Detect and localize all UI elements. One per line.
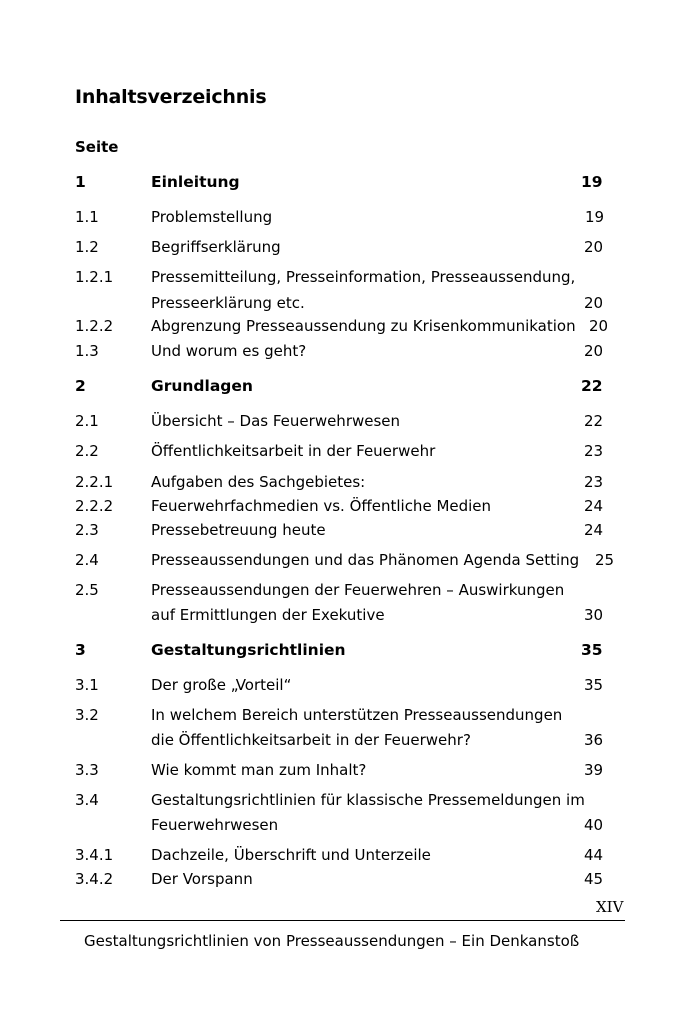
toc-entry-title: In welchem Bereich unterstützen Presseaussendungen: [151, 706, 563, 724]
toc-entry-number: 3.4.1: [75, 846, 114, 864]
toc-entry-page: 22: [581, 377, 603, 395]
toc-entry-page: 20: [584, 294, 604, 312]
toc-entry-title: Problemstellung: [151, 208, 273, 226]
toc-entry-title: Der große „Vorteil“: [151, 676, 292, 694]
toc-entry-title: Dachzeile, Überschrift und Unterzeile: [151, 846, 431, 864]
toc-entry-title: Öffentlichkeitsarbeit in der Feuerwehr: [151, 442, 436, 460]
page-column-label: Seite: [75, 138, 119, 156]
toc-entry-page: 30: [584, 606, 604, 624]
toc-entry-page: 24: [584, 497, 604, 515]
toc-entry-page: 36: [584, 731, 604, 749]
toc-entry-number: 1.2.1: [75, 268, 114, 286]
toc-entry-number: 3.1: [75, 676, 99, 694]
running-footer: Gestaltungsrichtlinien von Presseaussendungen – Ein Denkanstoß: [84, 932, 580, 950]
toc-entry-page: 40: [584, 816, 604, 834]
toc-entry-number: 3: [75, 641, 86, 659]
toc-entry-page: 39: [584, 761, 604, 779]
toc-entry-page: 45: [584, 870, 604, 888]
toc-entry-page: 22: [584, 412, 604, 430]
toc-entry-title: Der Vorspann: [151, 870, 253, 888]
toc-heading: Inhaltsverzeichnis: [75, 86, 267, 108]
toc-entry-title: Einleitung: [151, 173, 240, 191]
toc-entry-page: 25: [595, 551, 615, 569]
toc-entry-title: Grundlagen: [151, 377, 253, 395]
toc-entry-title-continued: die Öffentlichkeitsarbeit in der Feuerwehr?: [151, 731, 471, 749]
toc-entry-number: 3.4: [75, 791, 99, 809]
toc-entry-title: Pressemitteilung, Presseinformation, Presseaussendung,: [151, 268, 576, 286]
toc-entry-title: Und worum es geht?: [151, 342, 307, 360]
toc-entry-title-continued: Feuerwehrwesen: [151, 816, 279, 834]
toc-entry-title: Presseaussendungen und das Phänomen Agenda Setting: [151, 551, 580, 569]
toc-entry-number: 3.4.2: [75, 870, 114, 888]
toc-entry-page: 19: [585, 208, 605, 226]
toc-entry-title: Begriffserklärung: [151, 238, 281, 256]
toc-entry-page: 35: [581, 641, 603, 659]
toc-entry-title: Abgrenzung Presseaussendung zu Krisenkommunikation: [151, 317, 576, 335]
toc-entry-number: 1.2: [75, 238, 99, 256]
toc-entry-title: Aufgaben des Sachgebietes:: [151, 473, 366, 491]
toc-entry-page: 23: [584, 442, 604, 460]
toc-entry-title: Presseaussendungen der Feuerwehren – Auswirkungen: [151, 581, 565, 599]
toc-entry-title: Feuerwehrfachmedien vs. Öffentliche Medien: [151, 497, 492, 515]
toc-entry-number: 2.3: [75, 521, 99, 539]
toc-entry-title: Pressebetreuung heute: [151, 521, 326, 539]
toc-entry-page: 44: [584, 846, 604, 864]
toc-entry-number: 3.2: [75, 706, 99, 724]
toc-entry-title: Wie kommt man zum Inhalt?: [151, 761, 367, 779]
toc-entry-page: 20: [589, 317, 609, 335]
toc-entry-number: 1.3: [75, 342, 99, 360]
toc-entry-number: 2.2: [75, 442, 99, 460]
toc-entry-title: Gestaltungsrichtlinien: [151, 641, 346, 659]
toc-entry-number: 2.5: [75, 581, 99, 599]
toc-entry-page: 20: [584, 342, 604, 360]
toc-entry-title: Übersicht – Das Feuerwehrwesen: [151, 412, 401, 430]
toc-entry-page: 19: [581, 173, 603, 191]
toc-entry-number: 2.1: [75, 412, 99, 430]
toc-entry-title-continued: Presseerklärung etc.: [151, 294, 305, 312]
toc-entry-number: 2.2.2: [75, 497, 114, 515]
toc-entry-page: 20: [584, 238, 604, 256]
toc-entry-number: 2: [75, 377, 86, 395]
toc-entry-number: 1.2.2: [75, 317, 114, 335]
toc-entry-number: 3.3: [75, 761, 99, 779]
toc-entry-title-continued: auf Ermittlungen der Exekutive: [151, 606, 385, 624]
page-number: XIV: [596, 898, 624, 916]
toc-entry-number: 2.2.1: [75, 473, 114, 491]
toc-entry-number: 1: [75, 173, 86, 191]
toc-entry-page: 23: [584, 473, 604, 491]
toc-entry-number: 2.4: [75, 551, 99, 569]
toc-entry-title: Gestaltungsrichtlinien für klassische Pressemeldungen im: [151, 791, 585, 809]
toc-entry-number: 1.1: [75, 208, 99, 226]
toc-entry-page: 24: [584, 521, 604, 539]
toc-entry-page: 35: [584, 676, 604, 694]
footer-divider: [60, 920, 625, 921]
